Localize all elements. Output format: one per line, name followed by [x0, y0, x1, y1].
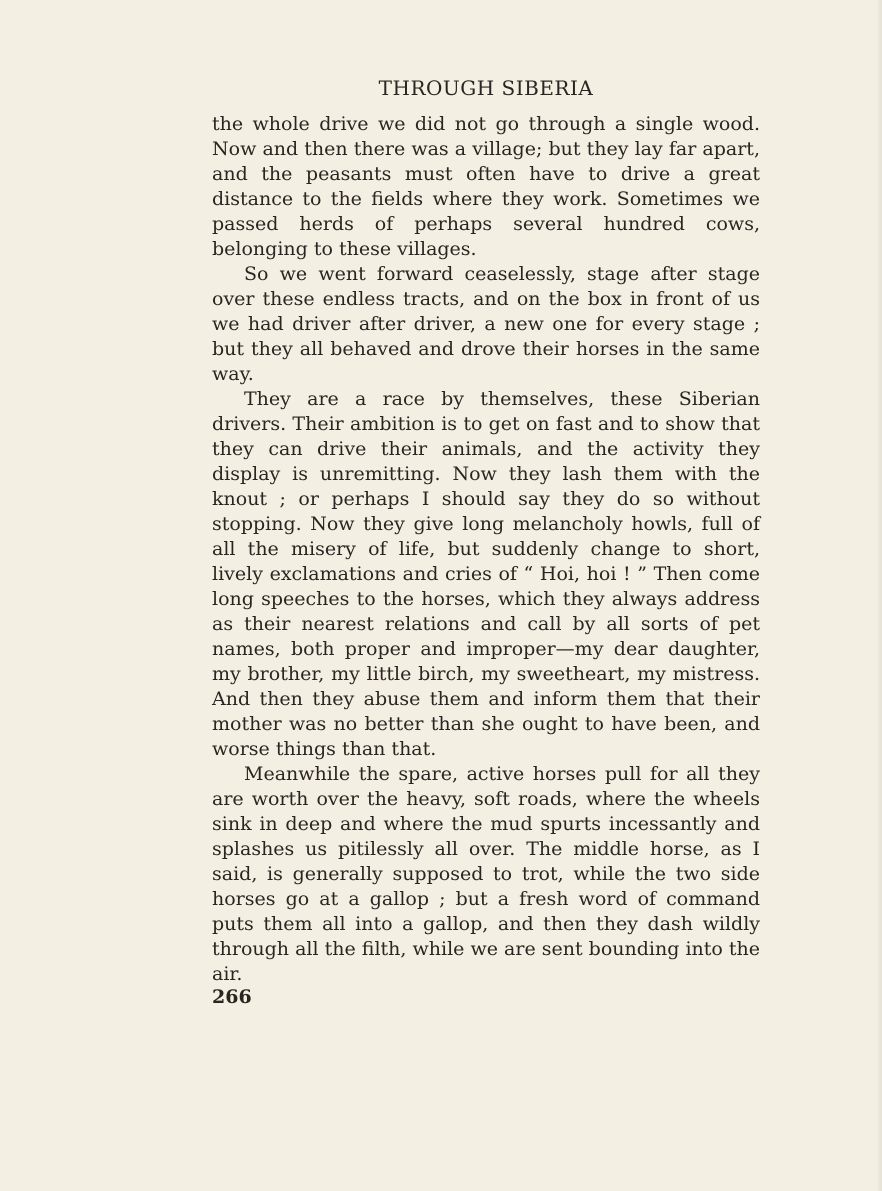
paragraph: They are a race by themselves, these Siberian drivers. Their ambition is to get on fast and to show that they can drive their animals, and the activity they display is unremitting. Now they lash them with the knout ; or perhaps I should say they do so without stopping. Now they give long melancholy howls, full of all the misery of life, but suddenly change to short, lively exclamations and cries of “ Hoi, hoi ! ” Then come long speeches to the horses, which they always address as their nearest relations and call by all sorts of pet names, both proper and improper—my dear daughter, my brother, my little birch, my sweetheart, my mistress. And then they abuse them and inform them that their mother was no better than she ought to have been, and worse things than that.	[212, 388, 760, 760]
page-edge-shadow	[876, 0, 882, 1191]
paragraph-continued: the whole drive we did not go through a single wood. Now and then there was a village; but they lay far apart, and the peasants must often have to drive a great distance to the fields where they work. Sometimes we passed herds of perhaps several hundred cows, belonging to these villages.	[212, 113, 760, 260]
page-number: 266	[212, 986, 252, 1008]
paragraph: Meanwhile the spare, active horses pull for all they are worth over the heavy, soft roads, where the wheels sink in deep and where the mud spurts incessantly and splashes us pitilessly all over. The middle horse, as I said, is generally supposed to trot, while the two side horses go at a gallop ; but a fresh word of command puts them all into a gallop, and then they dash wildly through all the filth, while we are sent bounding into the air.	[212, 763, 760, 985]
running-head: THROUGH SIBERIA	[378, 76, 594, 100]
paragraph: So we went forward ceaselessly, stage after stage over these endless tracts, and on the box in front of us we had driver after driver, a new one for every stage ; but they all behaved and drove their horses in the same way.	[212, 263, 760, 385]
body-text	[212, 112, 760, 987]
